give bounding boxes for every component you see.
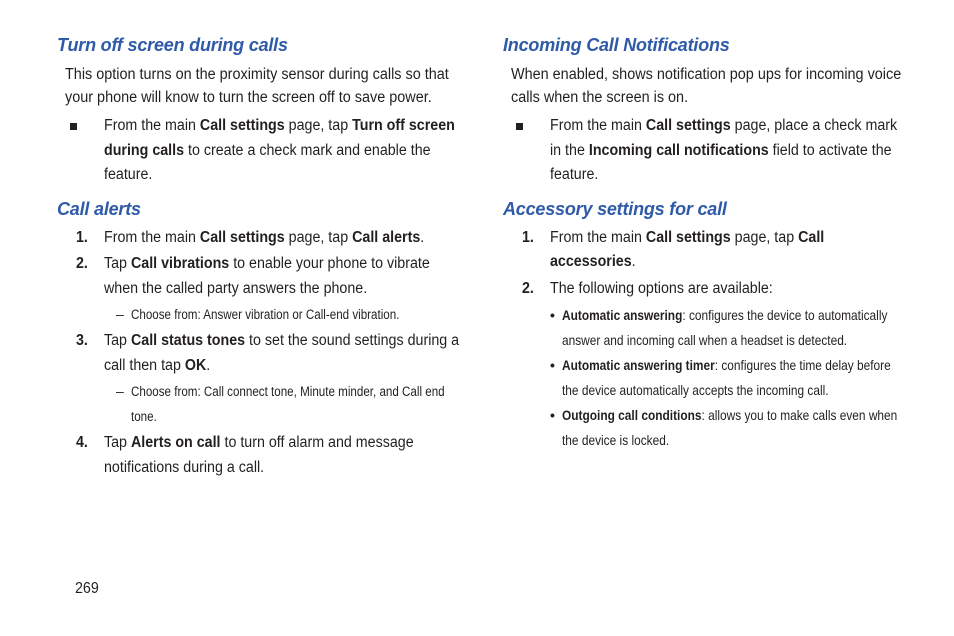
option-outgoing-call-conditions: • Outgoing call conditions: allows you to make calls even when the device is locked. bbox=[503, 403, 908, 453]
step-2: 2. Tap Call vibrations to enable your phone to vibrate when the called party answers the phone. bbox=[76, 255, 430, 297]
square-bullet-icon bbox=[70, 123, 77, 130]
step-3: 3. Tap Call status tones to set the sound settings during a call then tap OK. bbox=[76, 332, 460, 374]
left-column bbox=[57, 33, 462, 482]
bullet-incoming-call-notifications bbox=[511, 114, 908, 188]
dot-bullet-icon: • bbox=[550, 307, 555, 323]
bullet-text: From the main Call settings page, tap Turn off screen during calls to create a check mark and enable the feature. bbox=[104, 117, 455, 183]
dot-bullet-icon: • bbox=[550, 357, 555, 373]
section-heading-incoming-call-notifications: Incoming Call Notifications bbox=[503, 35, 730, 55]
step-3-note: – Choose from: Call connect tone, Minute minder, and Call end tone. bbox=[57, 379, 462, 429]
right-column bbox=[503, 33, 908, 453]
option-automatic-answering-timer: • Automatic answering timer: configures the time delay before the device automatically accepts the incoming call. bbox=[503, 353, 908, 403]
section-heading-turn-off-screen: Turn off screen during calls bbox=[57, 35, 288, 55]
bullet-text: From the main Call settings page, place a check mark in the Incoming call notifications field to activate the feature. bbox=[550, 117, 898, 183]
step-2: 2. The following options are available: bbox=[522, 279, 773, 297]
dot-bullet-icon: • bbox=[550, 407, 555, 423]
call-alerts-steps bbox=[57, 226, 462, 481]
step-1: 1. From the main Call settings page, tap Call alerts. bbox=[76, 228, 425, 246]
step-2-note: – Choose from: Answer vibration or Call-end vibration. bbox=[57, 302, 462, 327]
dash-bullet-icon: – bbox=[116, 306, 124, 322]
step-4: 4. Tap Alerts on call to turn off alarm and message notifications during a call. bbox=[76, 434, 414, 476]
option-automatic-answering: • Automatic answering: configures the device to automatically answer and incoming call when a headset is detected. bbox=[503, 303, 908, 353]
section-heading-accessory-settings: Accessory settings for call bbox=[503, 198, 727, 219]
accessory-settings-steps bbox=[503, 226, 908, 454]
section-body-incoming-call-notifications: When enabled, shows notification pop ups for incoming voice calls when the screen is on. bbox=[511, 66, 902, 106]
dash-bullet-icon: – bbox=[116, 383, 124, 399]
page-number: 269 bbox=[75, 580, 99, 597]
bullet-turn-off-screen bbox=[65, 114, 462, 188]
section-body-turn-off-screen: This option turns on the proximity sensor during calls so that your phone will know to turn the screen off to save power. bbox=[65, 66, 449, 106]
step-1: 1. From the main Call settings page, tap Call accessories. bbox=[522, 228, 825, 270]
square-bullet-icon bbox=[516, 123, 523, 130]
section-heading-call-alerts: Call alerts bbox=[57, 198, 141, 219]
